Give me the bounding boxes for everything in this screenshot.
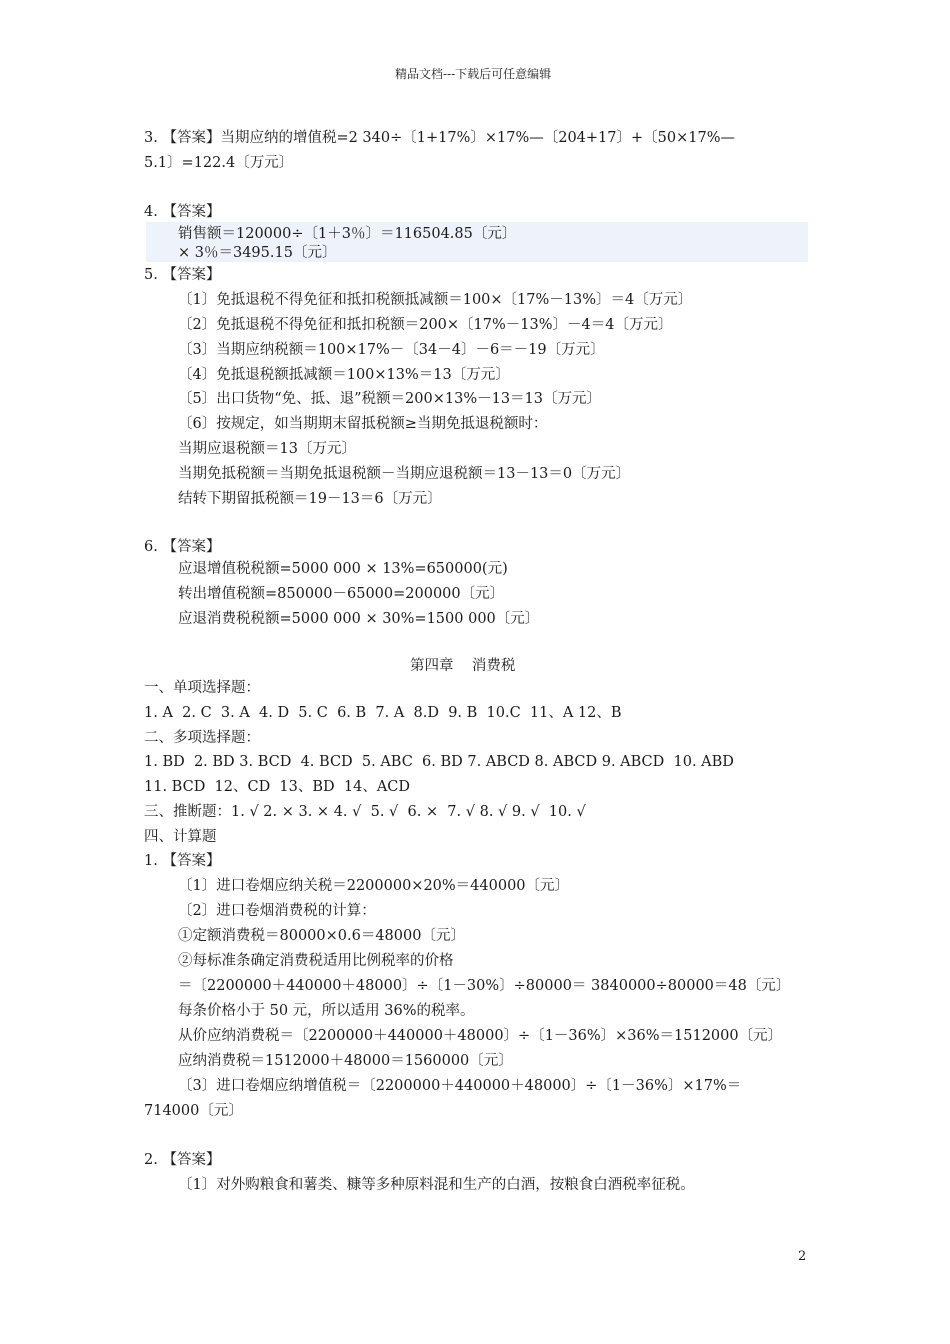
answer-3-line-1: 3. 【答案】当期应纳的增值税=2 340÷〔1+17%〕×17%—〔204+17〕+〔50×17%— bbox=[144, 130, 735, 146]
chapter-title: 第四章 消费税 bbox=[410, 658, 516, 674]
answer-5-item-6: 〔6〕按规定，如当期期末留抵税额≥当期免抵退税额时： bbox=[178, 416, 548, 432]
answer-5-item-2: 〔2〕免抵退税不得免征和抵扣税额＝200×〔17%－13%〕－4＝4〔万元〕 bbox=[178, 317, 673, 333]
calc-2-item-1: 〔1〕对外购粮食和薯类、糠等多种原料混和生产的白酒，按粮食白酒税率征税。 bbox=[178, 1177, 695, 1193]
answer-5-refund: 当期应退税额＝13〔万元〕 bbox=[178, 441, 356, 457]
answer-5-exempt: 当期免抵税额＝当期免抵退税额－当期应退税额＝13－13＝0〔万元〕 bbox=[178, 466, 631, 482]
answer-5-item-1: 〔1〕免抵退税不得免征和抵扣税额抵减额＝100×〔17%－13%〕＝4〔万元〕 bbox=[178, 292, 693, 308]
answer-3-line-2: 5.1〕=122.4〔万元〕 bbox=[144, 155, 294, 171]
calc-1-rate-note: 每条价格小于 50 元，所以适用 36%的税率。 bbox=[178, 1003, 475, 1019]
answer-5-carryover: 结转下期留抵税额＝19－13＝6〔万元〕 bbox=[178, 491, 442, 507]
section-single-choice: 一、单项选择题： bbox=[144, 680, 260, 696]
single-choice-answers: 1. A 2. C 3. A 4. D 5. C 6. B 7. A 8.D 9. B 10.C 11、A 12、B bbox=[144, 705, 622, 721]
answer-4-line-2: × 3％＝3495.15〔元〕 bbox=[178, 245, 337, 261]
page-header: 精品文档---下载后可任意编辑 bbox=[395, 67, 552, 81]
calc-1-price-basis: ②每标准条确定消费税适用比例税率的价格 bbox=[178, 953, 454, 969]
answer-4-line-1: 销售额＝120000÷〔1＋3％〕＝116504.85〔元〕 bbox=[178, 226, 517, 242]
answer-6-line-1: 应退增值税税额=5000 000 × 13%=650000(元) bbox=[178, 561, 508, 577]
page-number: 2 bbox=[798, 1249, 807, 1264]
calc-1-total-consumption: 应纳消费税＝1512000＋48000＝1560000〔元〕 bbox=[178, 1053, 513, 1069]
calc-1-fixed-tax: ①定额消费税＝80000×0.6＝48000〔元〕 bbox=[178, 928, 465, 944]
calc-1-ad-valorem: 从价应纳消费税＝〔2200000＋440000＋48000〕÷〔1－36%〕×36%＝1512000〔元〕 bbox=[178, 1028, 783, 1044]
calc-1-item-2: 〔2〕进口卷烟消费税的计算： bbox=[178, 903, 376, 919]
answer-6-line-2: 转出增值税额=850000－65000=200000〔元〕 bbox=[178, 586, 505, 602]
calc-1-item-1: 〔1〕进口卷烟应纳关税＝2200000×20%＝440000〔元〕 bbox=[178, 878, 570, 894]
answer-4-heading: 4. 【答案】 bbox=[144, 204, 221, 220]
calc-2-heading: 2. 【答案】 bbox=[144, 1152, 221, 1168]
answer-5-heading: 5. 【答案】 bbox=[144, 267, 221, 283]
judgement-answers: 三、推断题：1. √ 2. × 3. × 4. √ 5. √ 6. × 7. √ 8. √ 9. √ 10. √ bbox=[144, 804, 586, 820]
answer-5-item-4: 〔4〕免抵退税额抵减额＝100×13%＝13〔万元〕 bbox=[178, 367, 510, 383]
answer-5-item-3: 〔3〕当期应纳税额＝100×17%－〔34－4〕－6＝－19〔万元〕 bbox=[178, 342, 605, 358]
multi-choice-answers-2: 11. BCD 12、CD 13、BD 14、ACD bbox=[144, 779, 411, 795]
multi-choice-answers-1: 1. BD 2. BD 3. BCD 4. BCD 5. ABC 6. BD 7. ABCD 8. ABCD 9. ABCD 10. ABD bbox=[144, 754, 734, 770]
calc-1-item-3-result: 714000〔元〕 bbox=[144, 1103, 243, 1119]
answer-6-line-3: 应退消费税税额=5000 000 × 30%=1500 000〔元〕 bbox=[178, 611, 540, 627]
calc-1-price-formula: ＝〔2200000＋440000＋48000〕÷〔1－30%〕÷80000＝ 3840000÷80000＝48〔元〕 bbox=[178, 978, 791, 994]
section-multi-choice: 二、多项选择题： bbox=[144, 730, 260, 746]
section-calculation: 四、计算题 bbox=[144, 829, 217, 845]
answer-6-heading: 6. 【答案】 bbox=[144, 539, 221, 555]
calc-1-heading: 1. 【答案】 bbox=[144, 853, 221, 869]
answer-5-item-5: 〔5〕出口货物“免、抵、退”税额＝200×13%－13＝13〔万元〕 bbox=[178, 391, 602, 407]
calc-1-item-3: 〔3〕进口卷烟应纳增值税＝〔2200000＋440000＋48000〕÷〔1－36%〕×17%＝ bbox=[178, 1078, 742, 1094]
